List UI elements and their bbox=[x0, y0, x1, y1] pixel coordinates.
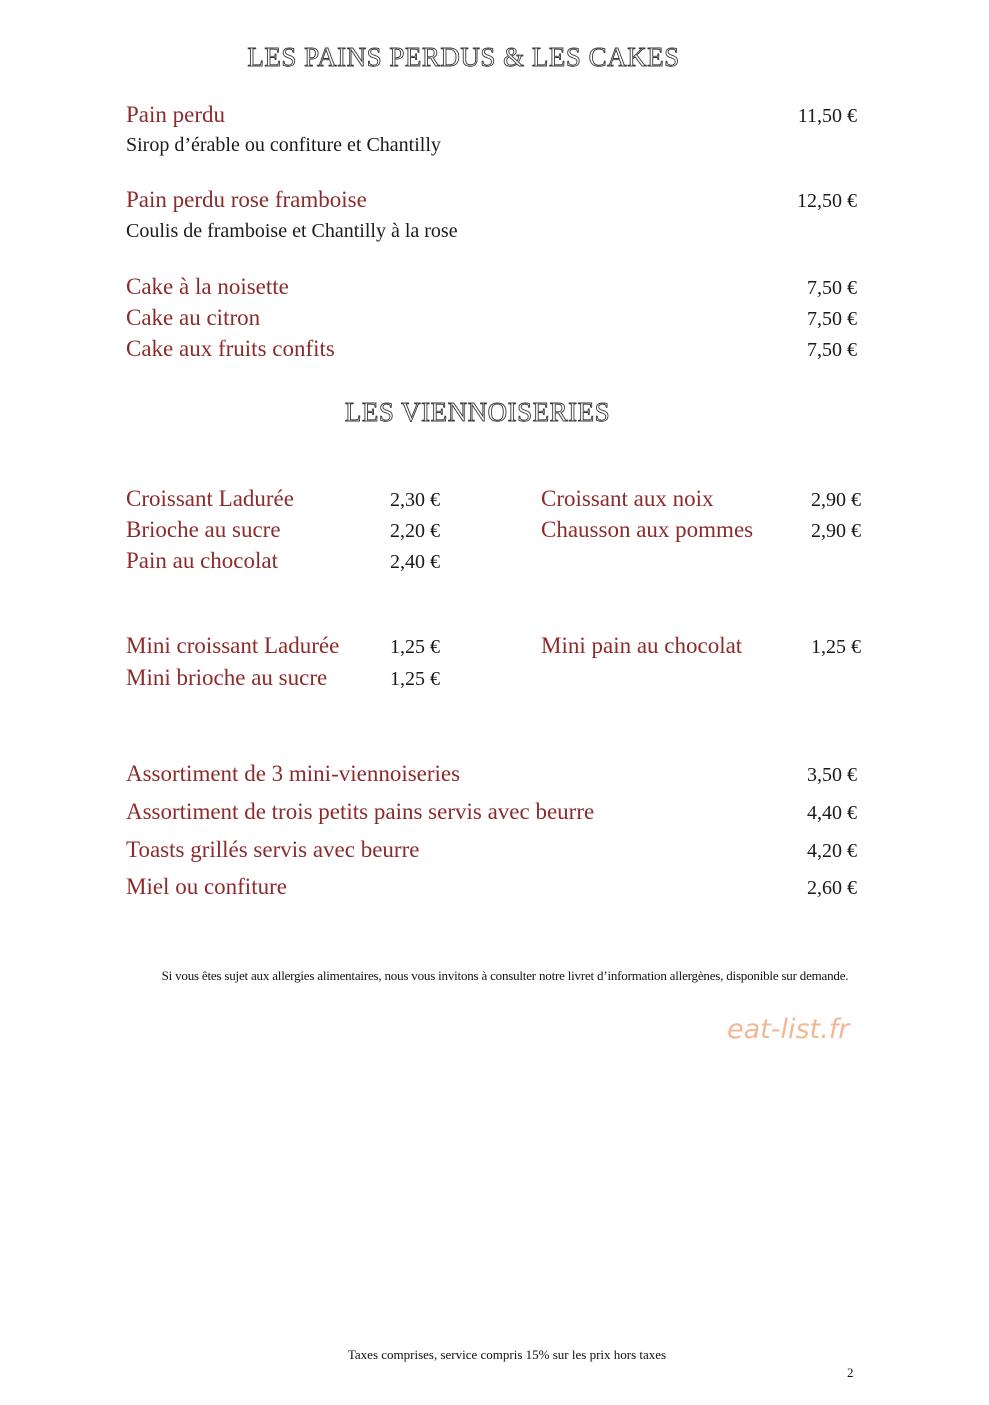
menu-item-price: 2,90 € bbox=[811, 489, 861, 511]
menu-item-description: Sirop d’érable ou confiture et Chantilly bbox=[126, 134, 441, 156]
menu-item-price: 2,20 € bbox=[390, 520, 440, 542]
menu-item-price: 1,25 € bbox=[390, 636, 440, 658]
menu-item-price: 2,40 € bbox=[390, 551, 440, 573]
menu-item-name: Mini pain au chocolat bbox=[541, 633, 743, 658]
menu-item-name: Pain perdu bbox=[126, 102, 226, 127]
menu-item-price: 11,50 € bbox=[797, 105, 857, 127]
menu-item-name: Pain perdu rose framboise bbox=[126, 187, 367, 212]
section-title-viennoiseries: LES VIENNOISERIES bbox=[344, 397, 611, 427]
menu-item-name: Croissant Ladurée bbox=[126, 486, 294, 511]
menu-item-name: Pain au chocolat bbox=[126, 548, 279, 573]
page-number: 2 bbox=[847, 1365, 854, 1380]
menu-item-price: 7,50 € bbox=[807, 339, 857, 361]
menu-item-name: Miel ou confiture bbox=[126, 874, 287, 899]
menu-item-price: 4,20 € bbox=[807, 840, 857, 862]
footer-taxes-note: Taxes comprises, service compris 15% sur les prix hors taxes bbox=[347, 1347, 667, 1362]
menu-item-price: 1,25 € bbox=[390, 668, 440, 690]
menu-item-price: 3,50 € bbox=[807, 764, 857, 786]
section-title-pains-perdus: LES PAINS PERDUS & LES CAKES bbox=[247, 42, 680, 72]
menu-item-name: Cake au citron bbox=[126, 305, 261, 330]
menu-item-name: Assortiment de trois petits pains servis avec beurre bbox=[126, 799, 595, 824]
menu-item-name: Cake aux fruits confits bbox=[126, 336, 335, 361]
watermark-logo: eat-list.fr bbox=[727, 1014, 850, 1045]
menu-item-name: Mini brioche au sucre bbox=[126, 665, 328, 690]
menu-item-price: 1,25 € bbox=[811, 636, 861, 658]
menu-item-name: Croissant aux noix bbox=[541, 486, 714, 511]
menu-item-name: Chausson aux pommes bbox=[541, 517, 754, 542]
menu-item-name: Assortiment de 3 mini-viennoiseries bbox=[126, 761, 461, 786]
menu-item-price: 2,90 € bbox=[811, 520, 861, 542]
menu-item-description: Coulis de framboise et Chantilly à la rose bbox=[126, 220, 458, 242]
menu-item-price: 4,40 € bbox=[807, 802, 857, 824]
allergy-note: Si vous êtes sujet aux allergies alimentaires, nous vous invitons à consulter notre livret d’information allergènes, disponible sur demande. bbox=[161, 968, 849, 983]
menu-item-name: Toasts grillés servis avec beurre bbox=[126, 837, 420, 862]
menu-item-name: Mini croissant Ladurée bbox=[126, 633, 340, 658]
menu-item-price: 7,50 € bbox=[807, 277, 857, 299]
menu-item-price: 2,30 € bbox=[390, 489, 440, 511]
menu-item-price: 2,60 € bbox=[807, 877, 857, 899]
menu-item-price: 7,50 € bbox=[807, 308, 857, 330]
menu-item-name: Brioche au sucre bbox=[126, 517, 281, 542]
menu-item-price: 12,50 € bbox=[797, 190, 857, 212]
menu-item-name: Cake à la noisette bbox=[126, 274, 289, 299]
